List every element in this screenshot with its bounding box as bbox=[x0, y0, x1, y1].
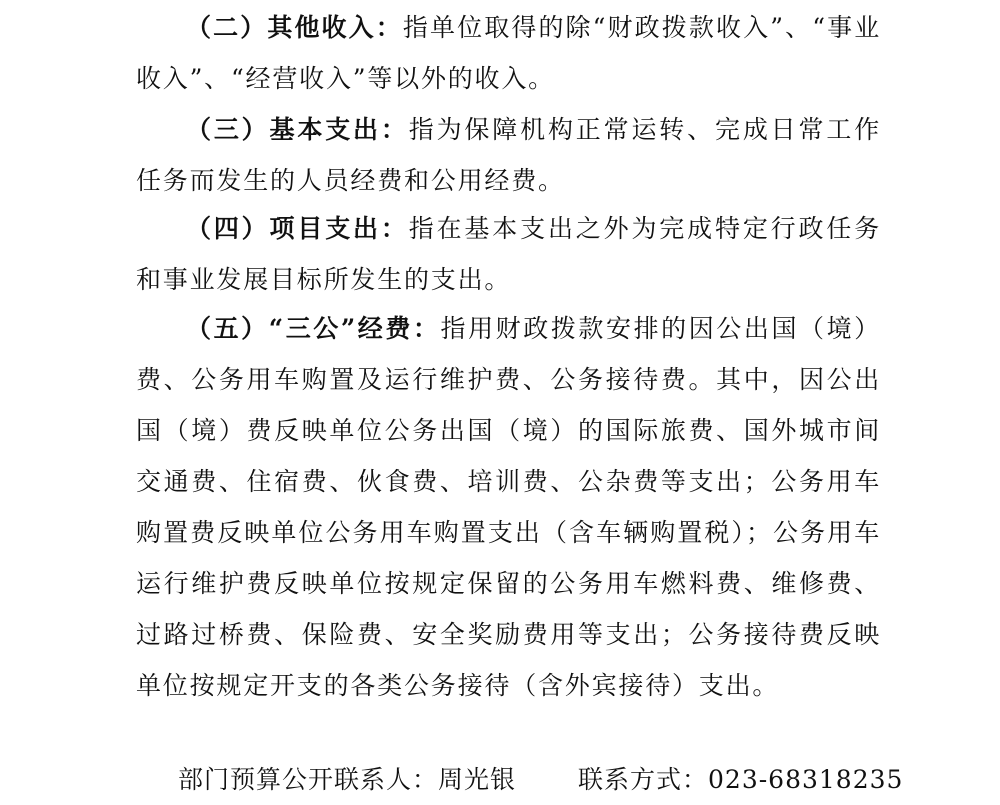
paragraph-basic-expenditure bbox=[136, 104, 881, 206]
term-definition: 指为保障机构正常运转、完成日常工作任务而发生的人员经费和公用经费。 bbox=[136, 115, 881, 195]
contact-footer bbox=[178, 758, 903, 802]
paragraph-other-income bbox=[136, 2, 881, 104]
paragraph-three-public-expenses bbox=[136, 303, 881, 711]
term-label: （四）项目支出： bbox=[186, 214, 409, 243]
contact-method: 联系方式：023-68318235 bbox=[578, 765, 904, 794]
term-label: （二）其他收入： bbox=[186, 13, 403, 42]
term-definition: 指在基本支出之外为完成特定行政任务和事业发展目标所发生的支出。 bbox=[136, 214, 881, 294]
term-definition: 指用财政拨款安排的因公出国（境）费、公务用车购置及运行维护费、公务接待费。其中，因公出国（境）费反映单位公务出国（境）的国际旅费、国外城市间交通费、住宿费、伙食费、培训费、公杂费等支出；公务用车购置费反映单位公务用车购置支出（含车辆购置税）；公务用车运行维护费反映单位按规定保留的公务用车燃料费、维修费、过路过桥费、保险费、安全奖励费用等支出；公务接待费反映单位按规定开支的各类公务接待（含外宾接待）支出。 bbox=[136, 314, 881, 700]
term-label: （三）基本支出： bbox=[186, 115, 409, 144]
term-definition: 指单位取得的除“财政拨款收入”、“事业收入”、“经营收入”等以外的收入。 bbox=[136, 13, 882, 93]
contact-person: 部门预算公开联系人：周光银 bbox=[178, 765, 517, 794]
term-label: （五）“三公”经费： bbox=[186, 314, 441, 343]
paragraph-project-expenditure bbox=[136, 203, 881, 305]
